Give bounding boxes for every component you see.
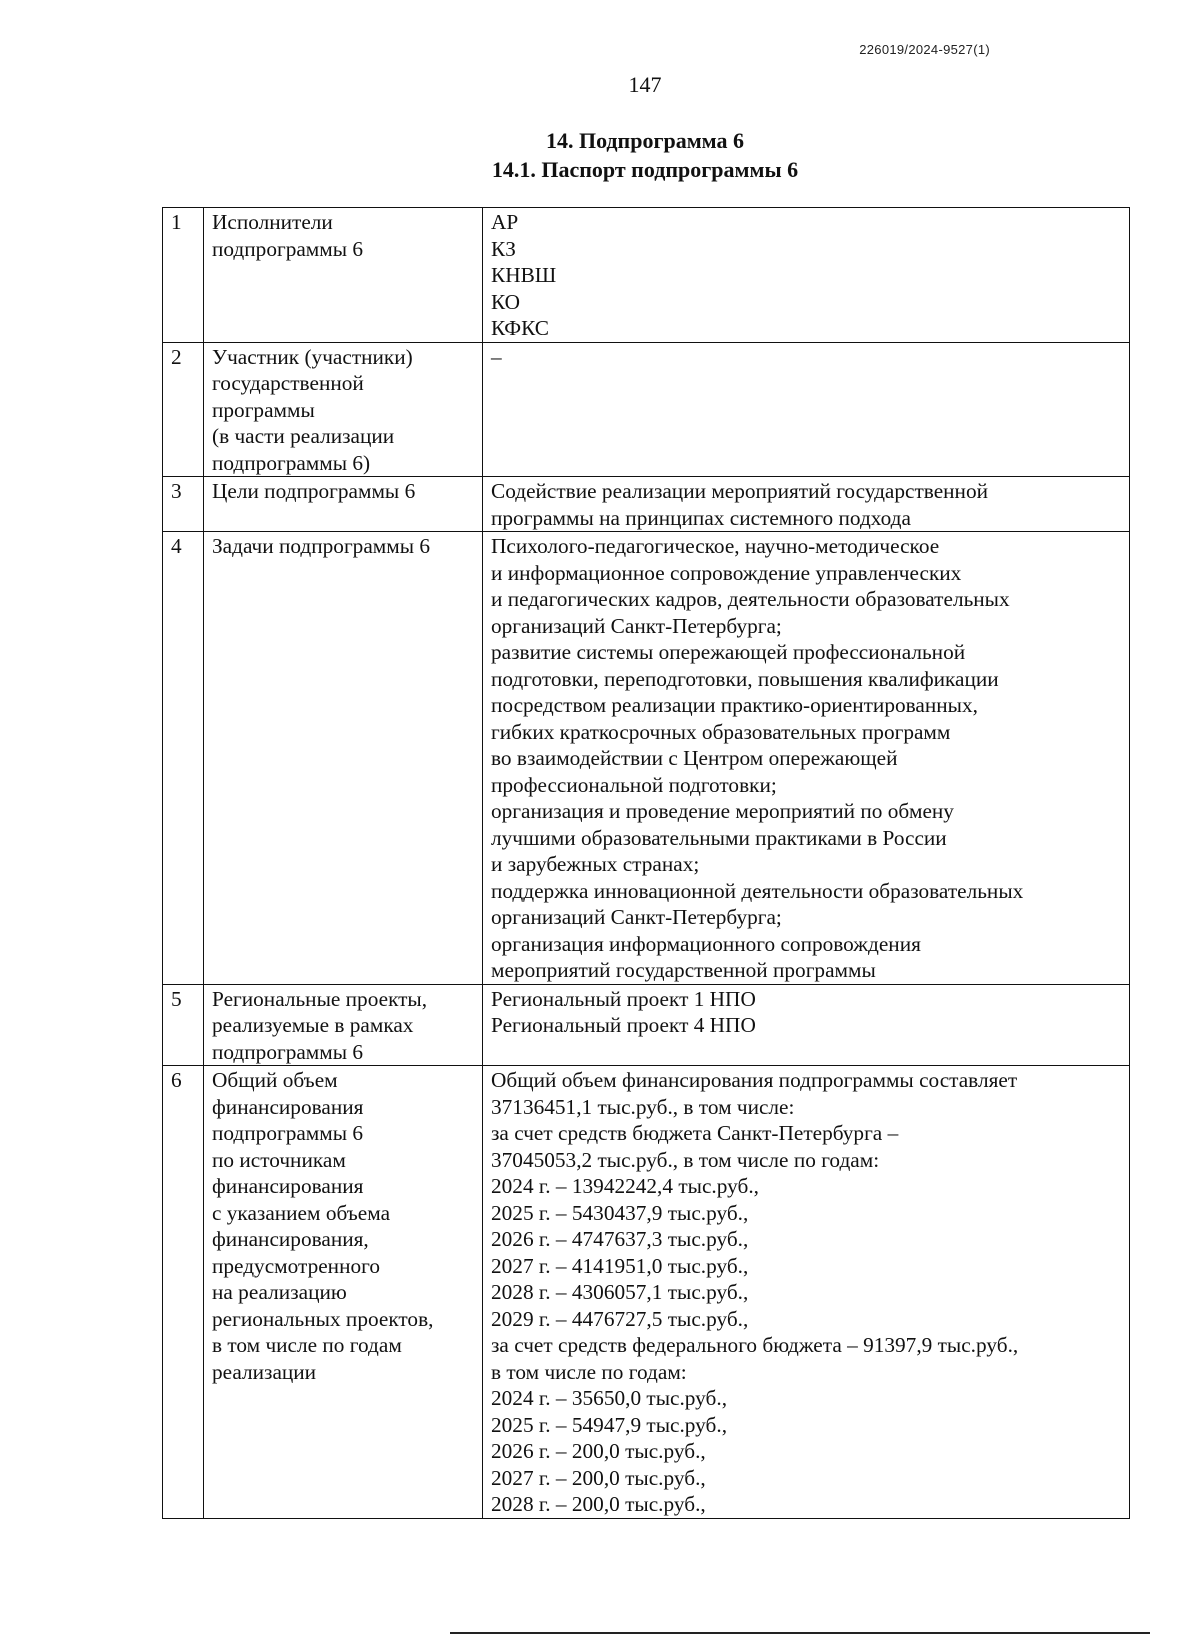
row-label: [204, 984, 483, 1066]
label-line: Общий объем: [212, 1068, 338, 1092]
label-line: Исполнители: [212, 210, 333, 234]
content-line: КЗ: [491, 236, 516, 261]
table-row: [163, 1066, 1130, 1519]
row-number: 4: [163, 532, 204, 985]
label-line: реализации: [212, 1359, 317, 1384]
page-title: [0, 126, 1200, 184]
content-line: посредством реализации практико-ориентированных,: [491, 693, 978, 717]
label-line: Задачи подпрограммы 6: [212, 534, 431, 558]
content-line: 2026 г. – 4747637,3 тыс.руб.,: [491, 1227, 749, 1251]
label-line: по источникам: [212, 1147, 346, 1172]
label-line: реализуемые в рамках: [212, 1013, 414, 1037]
label-line: подпрограммы 6: [212, 1121, 364, 1145]
content-line: за счет средств федерального бюджета – 91397,9 тыс.руб.,: [491, 1333, 1019, 1357]
content-line: Общий объем финансирования подпрограммы составляет: [491, 1068, 1018, 1092]
title-passport: 14.1. Паспорт подпрограммы 6: [491, 157, 799, 182]
content-line: организаций Санкт-Петербурга;: [491, 905, 782, 929]
content-line: 37136451,1 тыс.руб., в том числе:: [491, 1094, 795, 1119]
table-row: [163, 342, 1130, 477]
content-line: во взаимодействии с Центром опережающей: [491, 746, 898, 770]
table-row: [163, 984, 1130, 1066]
label-line: на реализацию: [212, 1280, 347, 1304]
content-line: в том числе по годам:: [491, 1359, 687, 1384]
table-row: [163, 477, 1130, 532]
label-line: с указанием объема: [212, 1200, 391, 1225]
row-label: [204, 208, 483, 343]
content-line: 2029 г. – 4476727,5 тыс.руб.,: [491, 1306, 749, 1331]
row-number: 1: [163, 208, 204, 343]
label-line: финансирования: [212, 1094, 364, 1119]
content-line: организация и проведение мероприятий по обмену: [491, 799, 954, 823]
content-line: развитие системы опережающей профессиональной: [491, 640, 966, 664]
label-line: финансирования: [212, 1174, 364, 1198]
content-line: 2024 г. – 35650,0 тыс.руб.,: [491, 1386, 728, 1410]
content-line: 2025 г. – 5430437,9 тыс.руб.,: [491, 1200, 749, 1225]
content-line: Региональный проект 4 НПО: [491, 1013, 756, 1037]
row-number: 3: [163, 477, 204, 532]
bottom-rule-divider: [450, 1632, 1150, 1634]
row-content: [483, 984, 1130, 1066]
row-content: [483, 1066, 1130, 1519]
content-line: организация информационного сопровождения: [491, 931, 921, 956]
page-number: 147: [628, 72, 662, 97]
row-content: [483, 477, 1130, 532]
row-content: [483, 342, 1130, 477]
label-line: программы: [212, 397, 315, 422]
row-label: [204, 532, 483, 985]
row-number: 2: [163, 342, 204, 477]
content-line: 2025 г. – 54947,9 тыс.руб.,: [491, 1412, 728, 1437]
content-line: профессиональной подготовки;: [491, 772, 777, 797]
content-line: 2027 г. – 4141951,0 тыс.руб.,: [491, 1253, 749, 1278]
label-line: предусмотренного: [212, 1253, 380, 1278]
content-line: Региональный проект 1 НПО: [491, 986, 756, 1011]
label-line: подпрограммы 6: [212, 236, 364, 261]
content-line: мероприятий государственной программы: [491, 958, 876, 982]
content-line: и педагогических кадров, деятельности образовательных: [491, 587, 1010, 611]
row-label: [204, 342, 483, 477]
label-line: Участник (участники): [212, 344, 413, 369]
content-line: подготовки, переподготовки, повышения квалификации: [491, 666, 999, 691]
document-registration-number: 226019/2024-9527(1): [859, 42, 990, 57]
title-subprogram: 14. Подпрограмма 6: [545, 128, 745, 153]
label-line: финансирования,: [212, 1227, 369, 1251]
row-number: 5: [163, 984, 204, 1066]
content-line: гибких краткосрочных образовательных программ: [491, 719, 951, 744]
row-label: [204, 1066, 483, 1519]
label-line: (в части реализации: [212, 424, 395, 448]
label-line: Цели подпрограммы 6: [212, 479, 416, 503]
label-line: Региональные проекты,: [212, 986, 428, 1011]
content-line: организаций Санкт-Петербурга;: [491, 613, 782, 638]
passport-table-body: [163, 208, 1130, 1519]
content-line: КНВШ: [491, 263, 557, 287]
content-line: КФКС: [491, 316, 549, 340]
content-line: АР: [491, 210, 519, 234]
label-line: государственной: [212, 371, 364, 395]
row-content: [483, 532, 1130, 985]
content-line: 2027 г. – 200,0 тыс.руб.,: [491, 1465, 706, 1490]
content-line: 2028 г. – 4306057,1 тыс.руб.,: [491, 1280, 749, 1304]
label-line: в том числе по годам: [212, 1333, 402, 1357]
content-line: –: [491, 344, 502, 369]
passport-table: [162, 207, 1130, 1519]
row-number: 6: [163, 1066, 204, 1519]
content-line: 2026 г. – 200,0 тыс.руб.,: [491, 1439, 706, 1463]
row-label: [204, 477, 483, 532]
label-line: подпрограммы 6: [212, 1039, 364, 1064]
content-line: и зарубежных странах;: [491, 852, 700, 876]
label-line: подпрограммы 6): [212, 450, 371, 475]
content-line: за счет средств бюджета Санкт-Петербурга –: [491, 1121, 899, 1145]
content-line: Психолого-педагогическое, научно-методическое: [491, 534, 940, 558]
content-line: программы на принципах системного подхода: [491, 505, 911, 530]
content-line: 2024 г. – 13942242,4 тыс.руб.,: [491, 1174, 759, 1198]
content-line: лучшими образовательными практиками в России: [491, 825, 947, 850]
content-line: и информационное сопровождение управленческих: [491, 560, 962, 585]
content-line: КО: [491, 289, 521, 314]
content-line: 2028 г. – 200,0 тыс.руб.,: [491, 1492, 706, 1516]
label-line: региональных проектов,: [212, 1306, 434, 1331]
row-content: [483, 208, 1130, 343]
content-line: Содействие реализации мероприятий государственной: [491, 479, 988, 503]
content-line: поддержка инновационной деятельности образовательных: [491, 878, 1024, 903]
table-row: [163, 208, 1130, 343]
table-row: [163, 532, 1130, 985]
content-line: 37045053,2 тыс.руб., в том числе по годам:: [491, 1147, 880, 1172]
